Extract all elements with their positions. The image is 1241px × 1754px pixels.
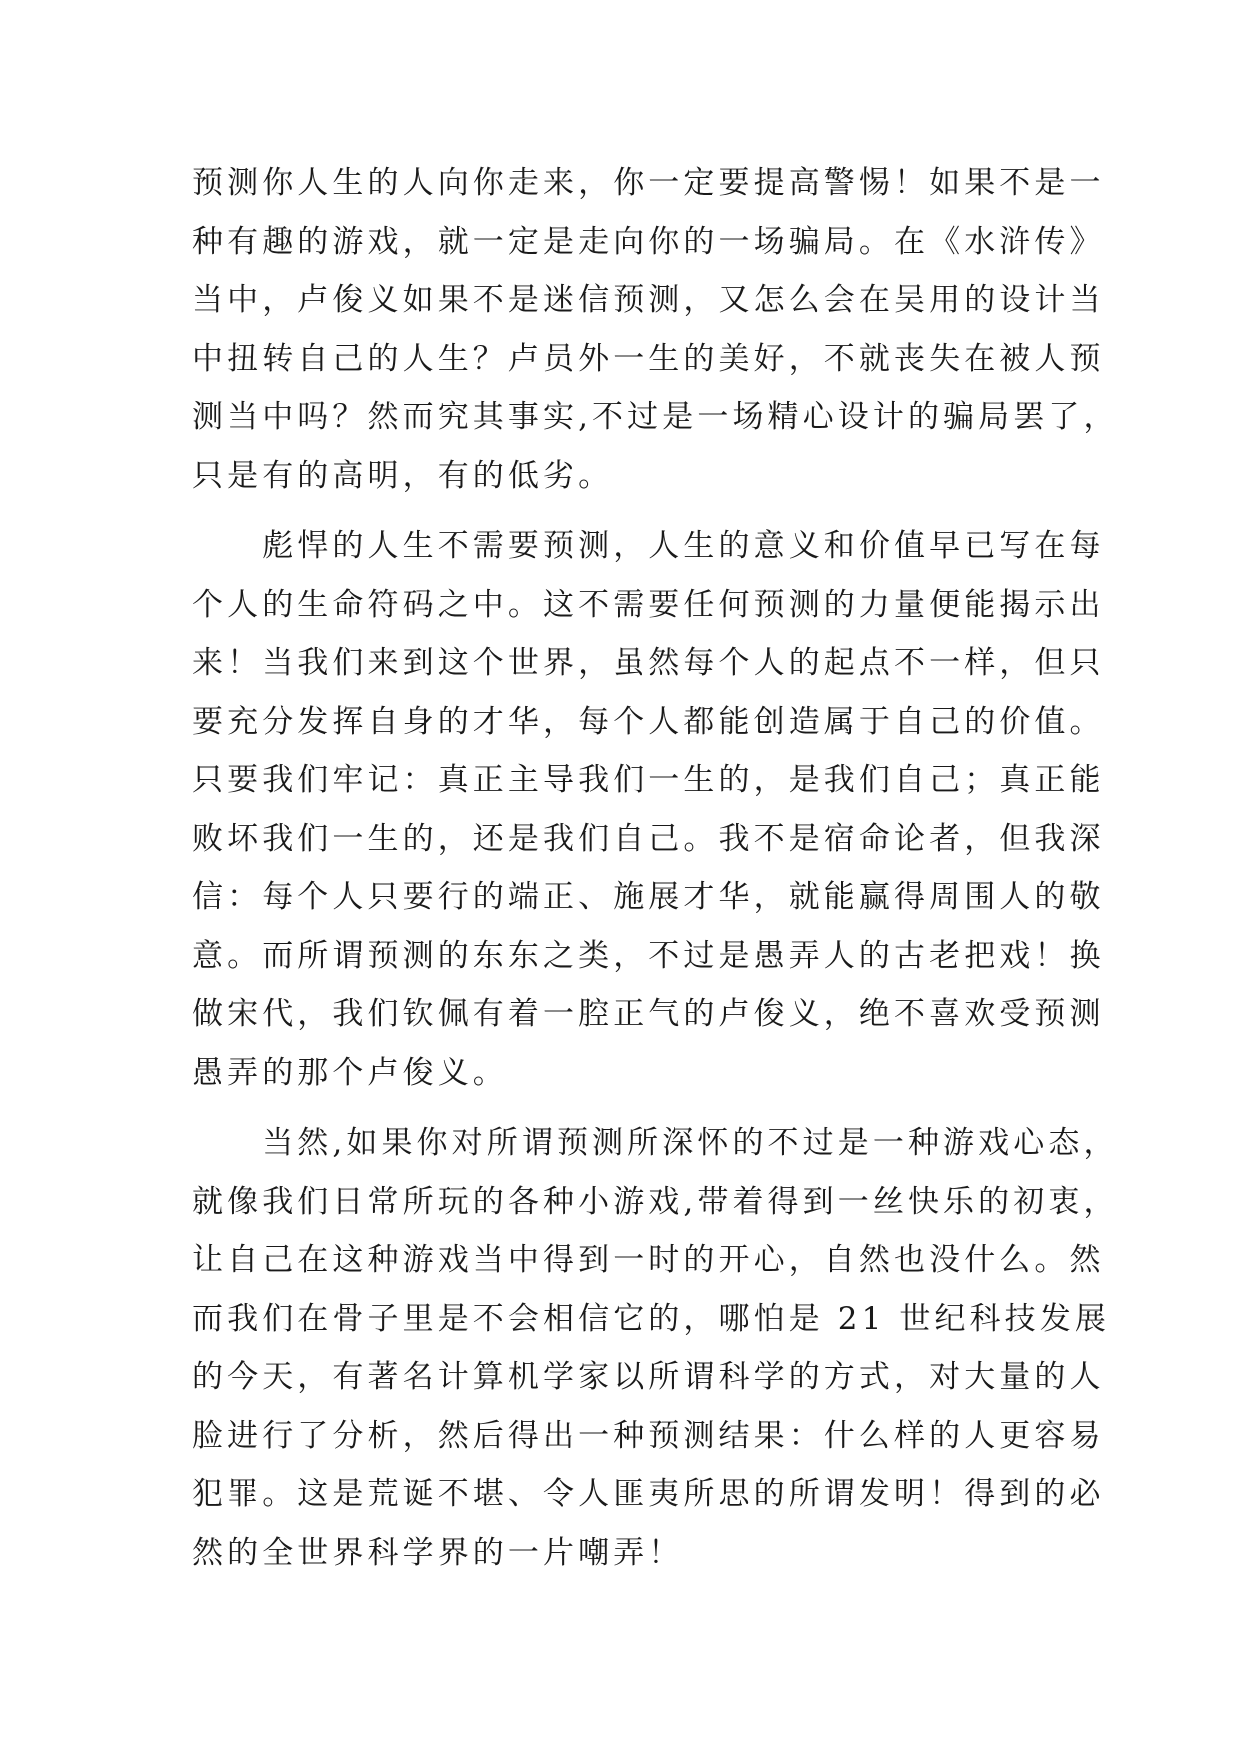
document-body — [192, 154, 1119, 1582]
text-line: 彪悍的人生不需要预测，人生的意义和价值早已写在每 — [192, 528, 1105, 564]
text-line: 来！当我们来到这个世界，虽然每个人的起点不一样，但只 — [192, 645, 1105, 681]
text-line: 的今天，有著名计算机学家以所谓科学的方式，对大量的人 — [192, 1359, 1105, 1395]
text-line: 种有趣的游戏，就一定是走向你的一场骗局。在《水浒传》 — [192, 223, 1105, 260]
text-line: 然的全世界科学界的一片嘲弄！ — [192, 1534, 684, 1571]
text-line: 意。而所谓预测的东东之类，不过是愚弄人的古老把戏！换 — [192, 937, 1105, 974]
text-line: 让自己在这种游戏当中得到一时的开心，自然也没什么。然 — [192, 1242, 1105, 1278]
text-line: 当中，卢俊义如果不是迷信预测，又怎么会在吴用的设计当 — [192, 282, 1105, 318]
text-line: 只要我们牢记：真正主导我们一生的，是我们自己；真正能 — [192, 762, 1105, 798]
text-line: 脸进行了分析，然后得出一种预测结果：什么样的人更容易 — [192, 1417, 1105, 1454]
text-line: 中扭转自己的人生？卢员外一生的美好，不就丧失在被人预 — [192, 340, 1105, 377]
text-line: 预测你人生的人向你走来，你一定要提高警惕！如果不是一 — [192, 165, 1105, 201]
text-line: 做宋代，我们钦佩有着一腔正气的卢俊义，绝不喜欢受预测 — [192, 996, 1105, 1032]
text-line: 愚弄的那个卢俊义。 — [192, 1054, 508, 1091]
text-line: 只是有的高明，有的低劣。 — [192, 457, 614, 494]
text-line: 而我们在骨子里是不会相信它的，哪怕是 21 世纪科技发展 — [192, 1300, 1110, 1337]
text-line: 信：每个人只要行的端正、施展才华，就能赢得周围人的敬 — [192, 879, 1105, 915]
text-line: 个人的生命符码之中。这不需要任何预测的力量便能揭示出 — [192, 586, 1105, 623]
paragraph-1 — [192, 154, 1119, 505]
text-line: 就像我们日常所玩的各种小游戏,带着得到一丝快乐的初衷， — [192, 1183, 1119, 1220]
paragraph-2 — [192, 517, 1105, 1102]
text-line: 要充分发挥自身的才华，每个人都能创造属于自己的价值。 — [192, 703, 1105, 740]
paragraph-3 — [192, 1114, 1119, 1582]
text-line: 测当中吗？然而究其事实,不过是一场精心设计的骗局罢了， — [192, 399, 1119, 435]
text-line: 犯罪。这是荒诞不堪、令人匪夷所思的所谓发明！得到的必 — [192, 1476, 1105, 1512]
text-line: 败坏我们一生的，还是我们自己。我不是宿命论者，但我深 — [192, 820, 1105, 857]
text-line: 当然,如果你对所谓预测所深怀的不过是一种游戏心态， — [192, 1125, 1119, 1161]
